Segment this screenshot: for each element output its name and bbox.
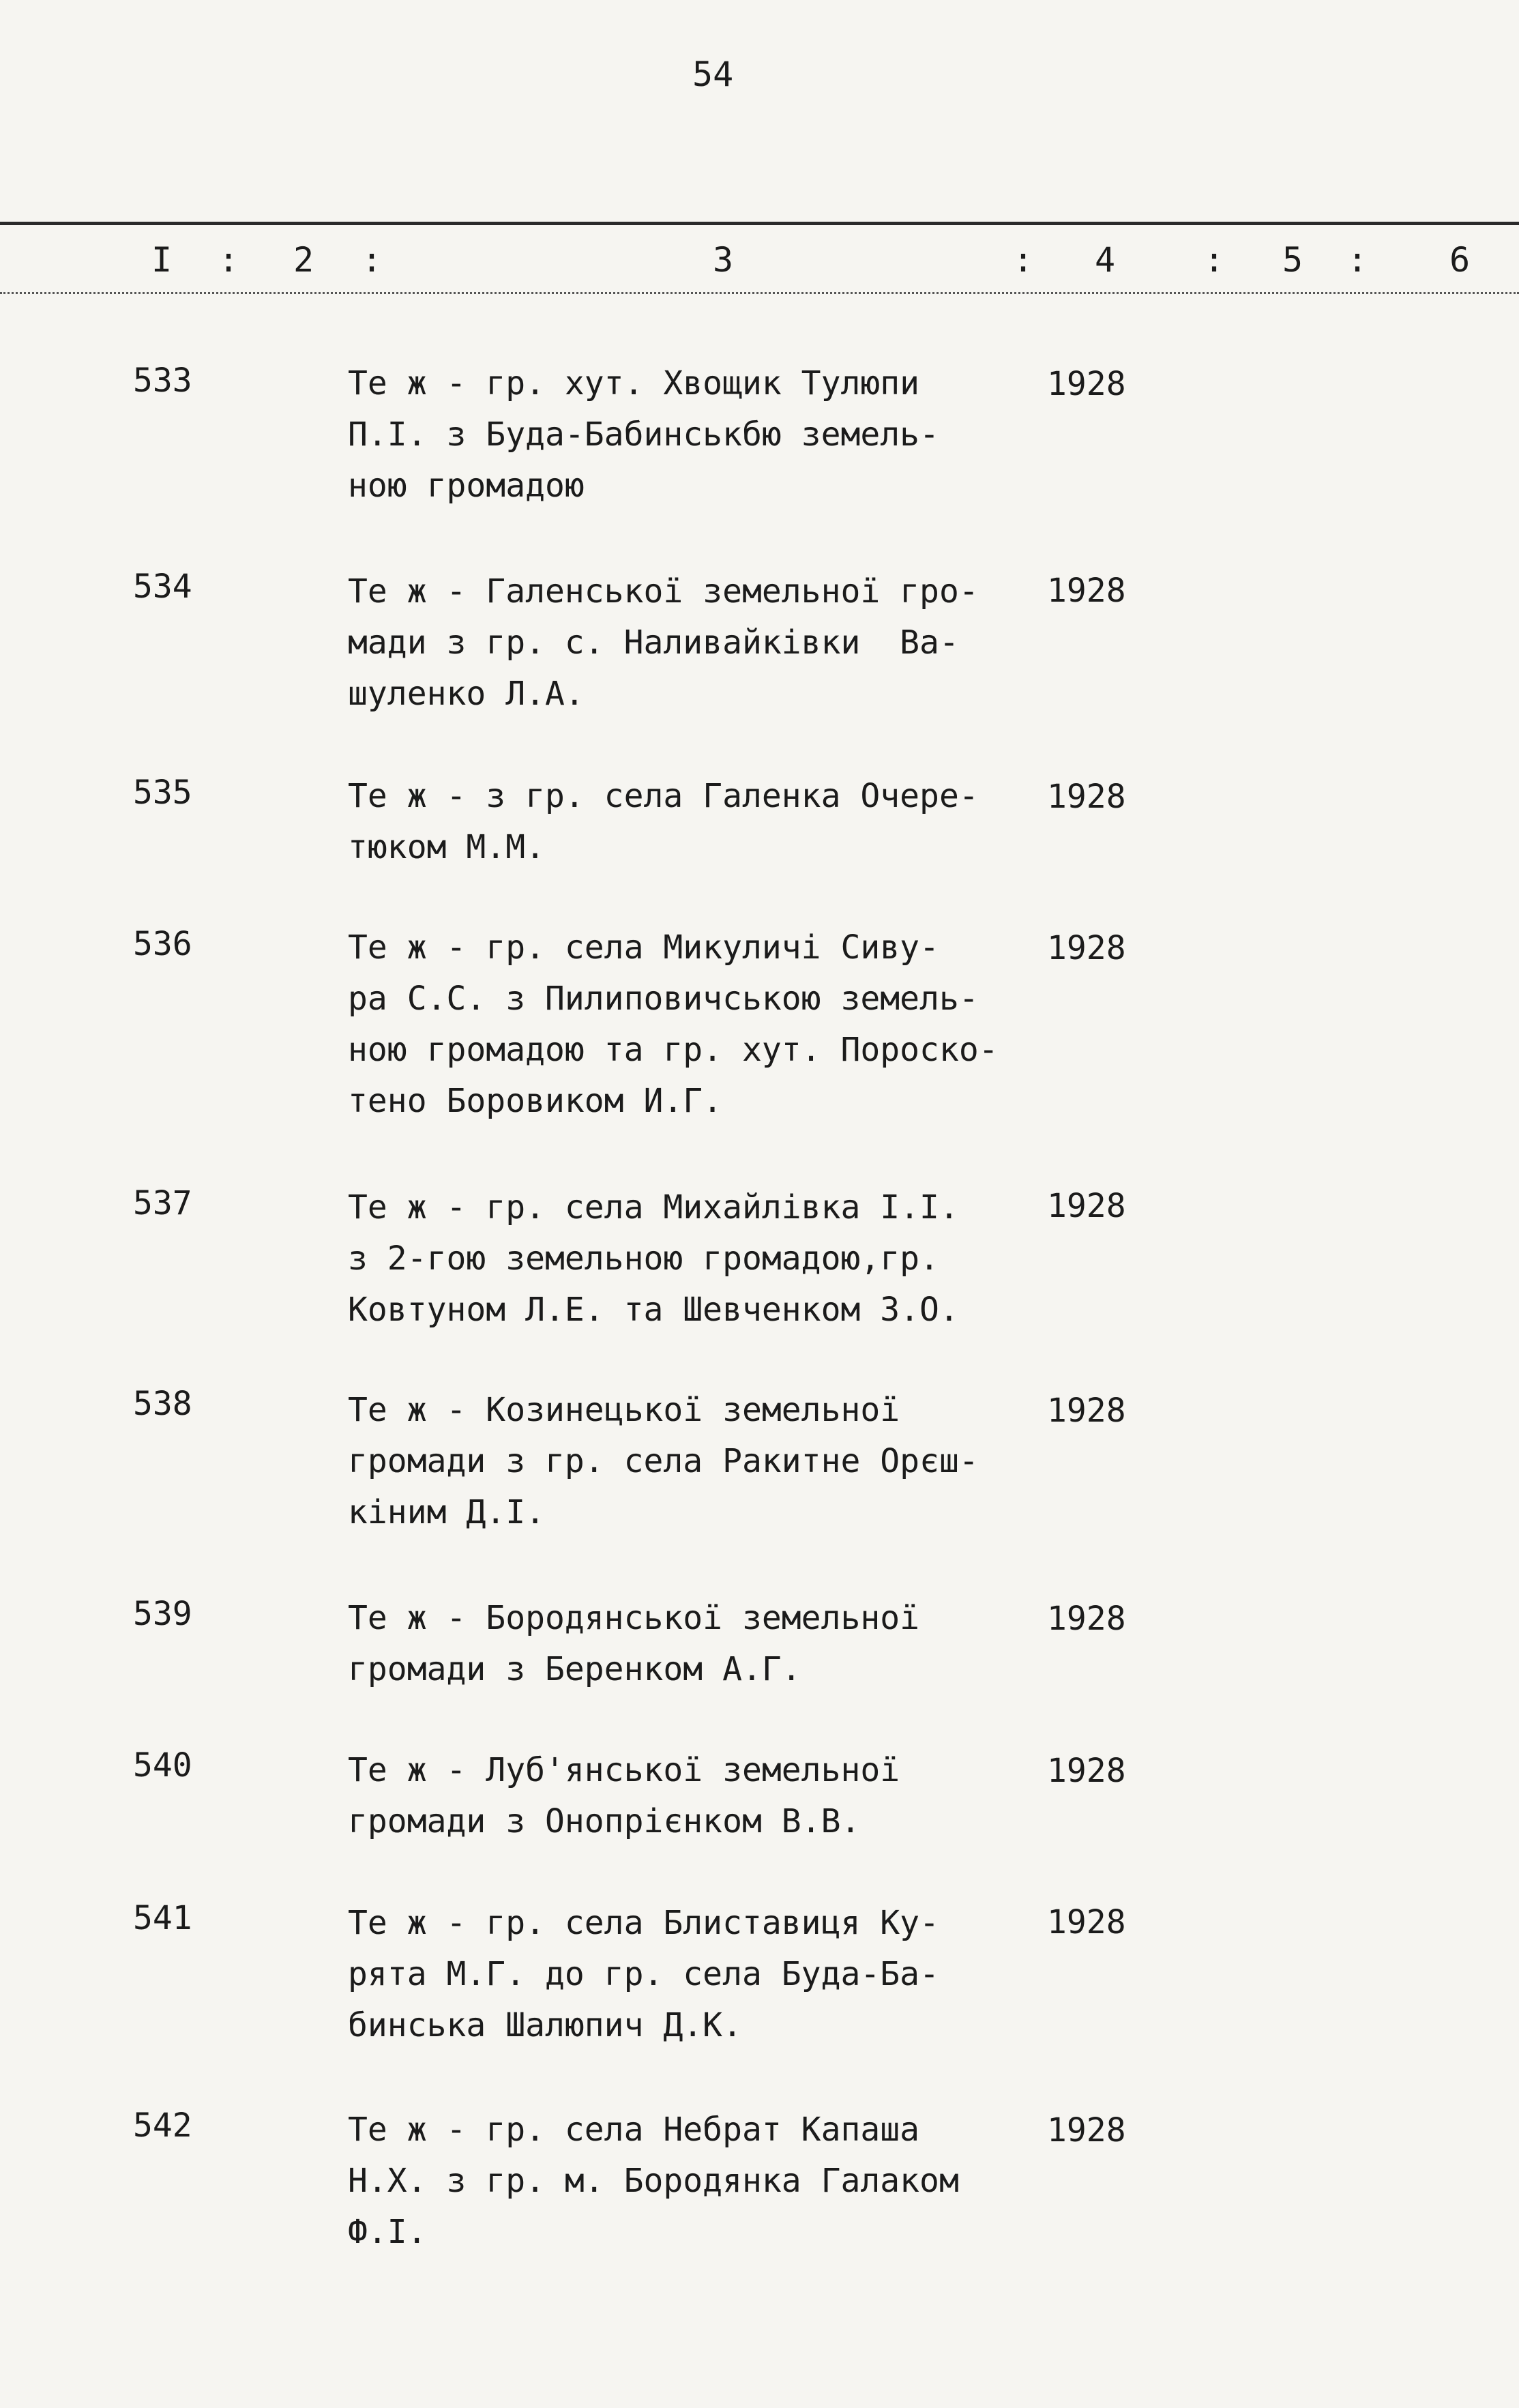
entry-line: Те ж - Козинецької земельної	[348, 1391, 900, 1429]
entry-line: громади з гр. села Ракитне Орєш-	[348, 1442, 979, 1480]
column-separator: :	[1204, 240, 1225, 280]
entry-description	[348, 922, 1064, 1127]
entry-line: мади з гр. с. Наливайківки Ва-	[348, 623, 959, 662]
entry-line: бинська Шалюпич Д.К.	[348, 2006, 742, 2044]
column-separator: :	[1013, 240, 1034, 280]
entry-line: Те ж - гр. села Блиставиця Ку-	[348, 1904, 939, 1942]
entry-line: Те ж - з гр. села Галенка Очере-	[348, 777, 979, 815]
entry-year: 1928	[1047, 778, 1126, 816]
column-header-3: 3	[713, 240, 734, 280]
entry-number: 533	[133, 362, 192, 400]
entry-line: Те ж - гр. хут. Хвощик Тулюпи	[348, 364, 920, 402]
entry-number: 541	[133, 1899, 192, 1937]
entry-year: 1928	[1047, 1392, 1126, 1430]
entry-year: 1928	[1047, 2111, 1126, 2149]
entry-line: П.І. з Буда-Бабинськбю земель-	[348, 415, 939, 454]
entry-line: рята М.Г. до гр. села Буда-Ба-	[348, 1955, 939, 1993]
entry-line: Те ж - Галенської земельної гро-	[348, 572, 979, 611]
page-number: 54	[692, 55, 734, 94]
column-header-5: 5	[1282, 240, 1303, 280]
column-header-1: I	[151, 240, 173, 280]
entry-description	[348, 1182, 1064, 1336]
entry-year: 1928	[1047, 572, 1126, 610]
entry-description	[348, 2104, 1064, 2258]
entry-year: 1928	[1047, 365, 1126, 403]
entry-line: ра С.С. з Пилиповичською земель-	[348, 980, 979, 1018]
entry-description	[348, 1745, 1064, 1847]
entry-line: тюком М.М.	[348, 828, 545, 866]
entry-number: 540	[133, 1746, 192, 1785]
column-separator: :	[218, 240, 239, 280]
column-separator: :	[362, 240, 383, 280]
header-dotted-rule	[0, 292, 1519, 294]
column-header-2: 2	[293, 240, 314, 280]
entry-year: 1928	[1047, 1187, 1126, 1225]
entry-description	[348, 1385, 1064, 1538]
entry-line: Ковтуном Л.Е. та Шевченком З.О.	[348, 1291, 959, 1329]
entry-line: Те ж - гр. села Микуличі Сиву-	[348, 928, 939, 967]
entry-line: тено Боровиком И.Г.	[348, 1082, 723, 1120]
header-rule	[0, 222, 1519, 225]
entry-description	[348, 1593, 1064, 1695]
entry-year: 1928	[1047, 1903, 1126, 1941]
entry-line: Ф.І.	[348, 2213, 427, 2251]
entry-number: 535	[133, 774, 192, 812]
entry-line: громади з Беренком А.Г.	[348, 1650, 801, 1688]
entry-line: з 2-гою земельною громадою,гр.	[348, 1239, 939, 1278]
entry-description	[348, 566, 1064, 720]
entry-line: шуленко Л.А.	[348, 675, 585, 713]
entry-number: 539	[133, 1595, 192, 1633]
entry-year: 1928	[1047, 1600, 1126, 1638]
entry-line: ною громадою та гр. хут. Пороско-	[348, 1031, 999, 1069]
entry-line: ною громадою	[348, 467, 585, 505]
entry-description	[348, 1898, 1064, 2051]
entry-description	[348, 771, 1064, 873]
entry-number: 537	[133, 1184, 192, 1222]
entry-line: Те ж - Бородянської земельної	[348, 1599, 920, 1637]
entry-number: 534	[133, 568, 192, 606]
entry-line: Н.Х. з гр. м. Бородянка Галаком	[348, 2162, 959, 2200]
entry-year: 1928	[1047, 1752, 1126, 1790]
entry-line: Те ж - Луб'янської земельної	[348, 1751, 900, 1789]
entry-number: 538	[133, 1385, 192, 1423]
column-separator: :	[1347, 240, 1368, 280]
entry-year: 1928	[1047, 929, 1126, 967]
entry-line: громади з Онопрієнком В.В.	[348, 1802, 861, 1840]
entry-line: Те ж - гр. села Михайлівка І.І.	[348, 1188, 959, 1227]
column-header-4: 4	[1095, 240, 1116, 280]
entry-line: Те ж - гр. села Небрат Капаша	[348, 2111, 920, 2149]
entry-number: 536	[133, 925, 192, 963]
entry-description	[348, 358, 1064, 512]
entry-number: 542	[133, 2106, 192, 2145]
entry-line: кіним Д.І.	[348, 1493, 545, 1531]
column-header-6: 6	[1449, 240, 1471, 280]
